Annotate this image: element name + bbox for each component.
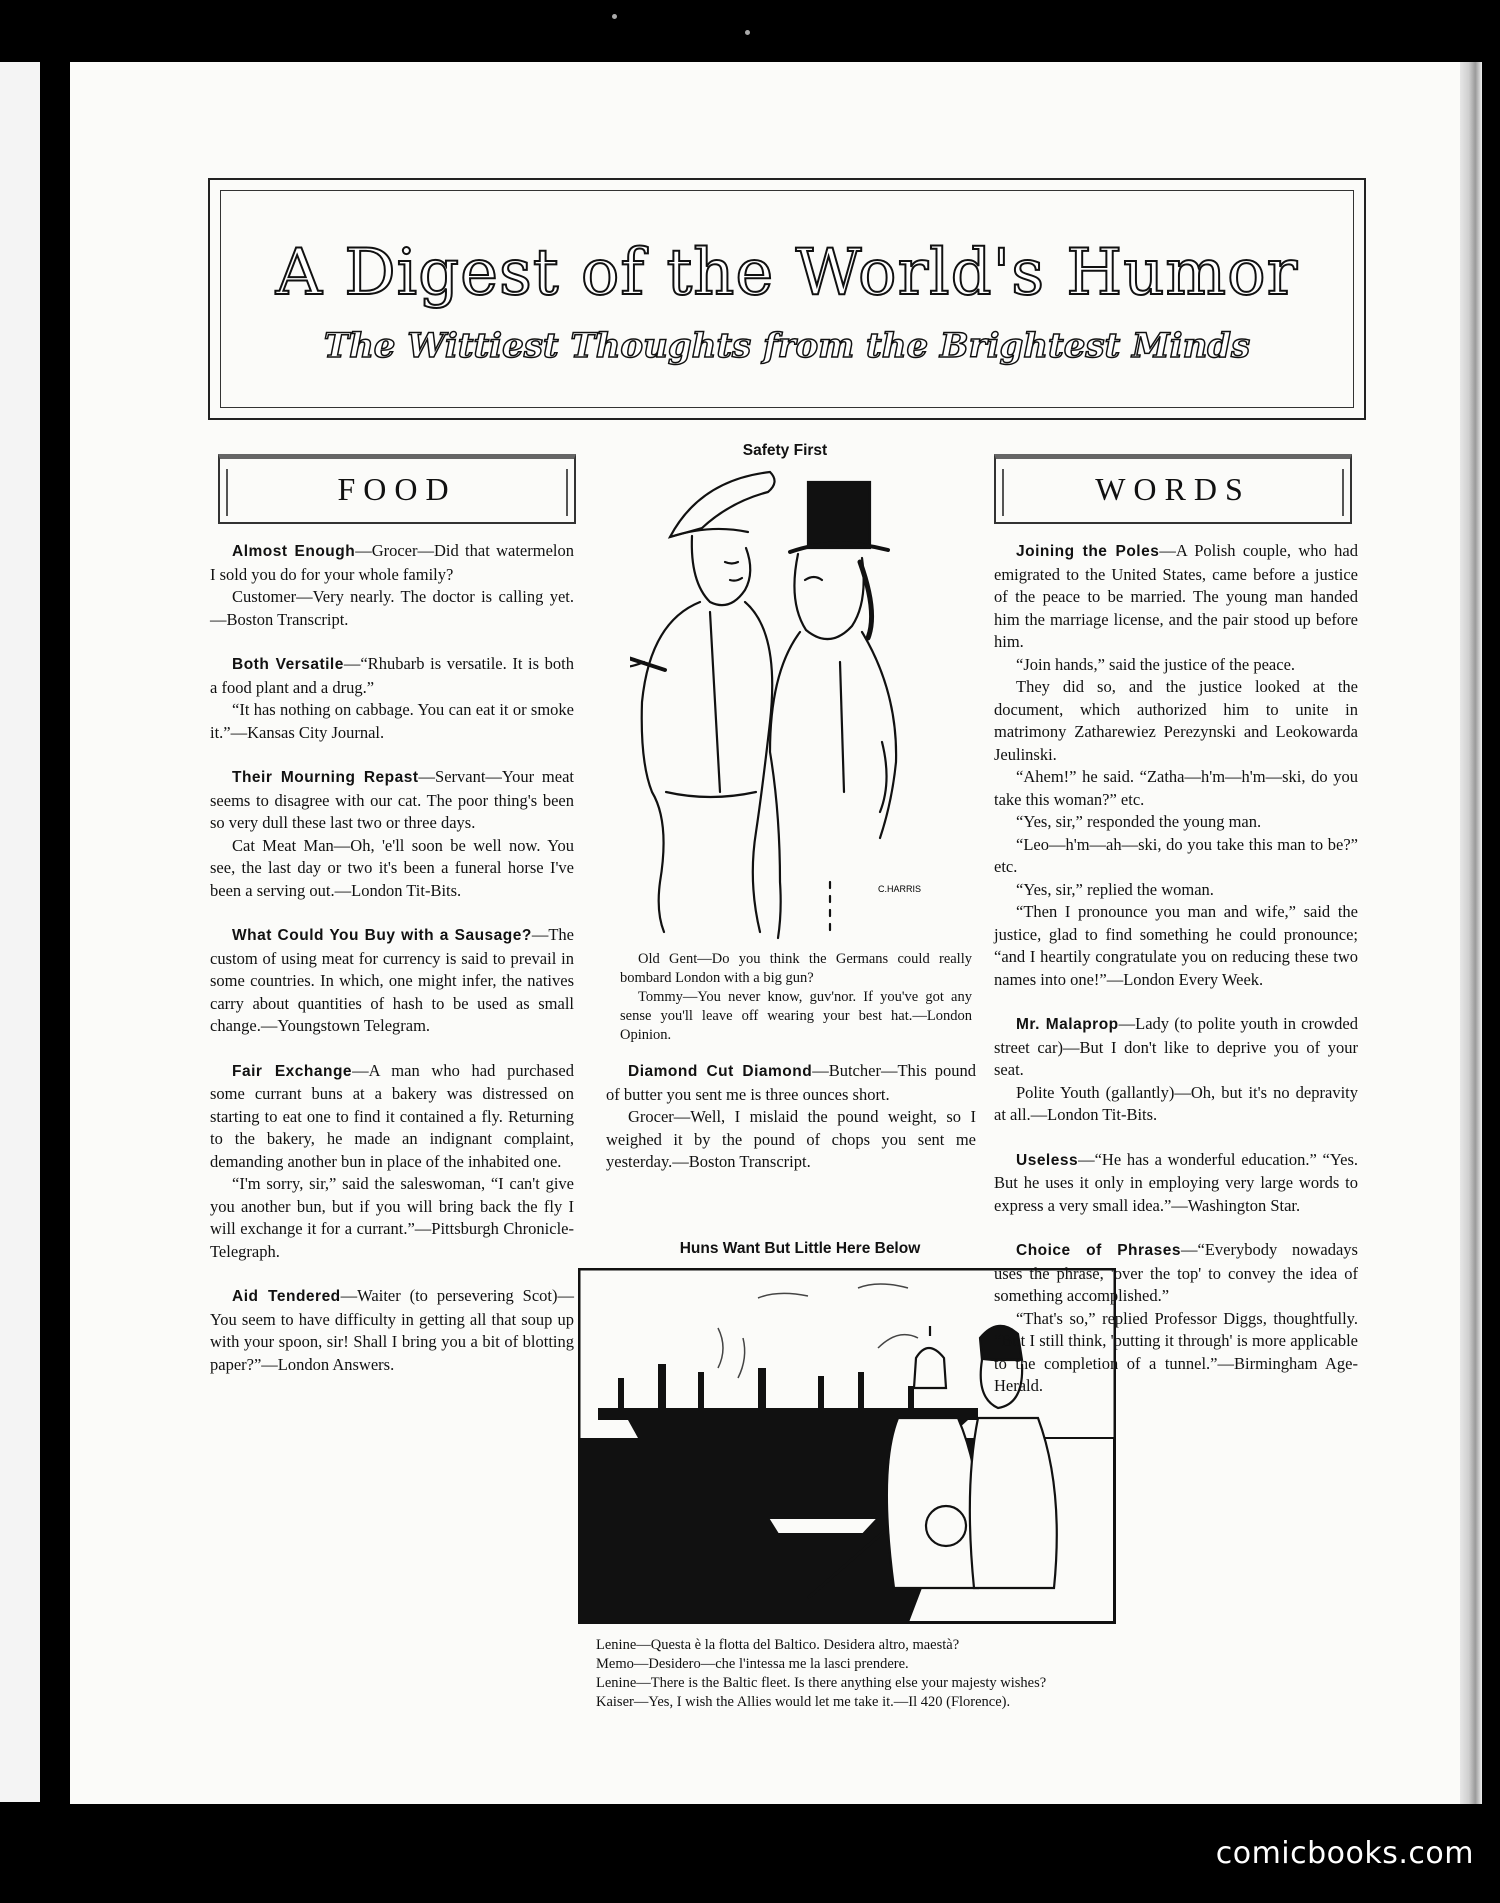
article-text: “Yes, sir,” responded the young man.: [1016, 812, 1262, 831]
civilian-face: [794, 554, 863, 639]
article-text: —Butcher—This pound of butter you sent me is three ounces short.: [606, 1061, 976, 1104]
article-paragraph: [210, 1173, 574, 1263]
page-subtitle: The Wittiest Thoughts from the Brightest Minds: [323, 326, 1251, 366]
article-item: [210, 1285, 574, 1376]
article-heading: Joining the Poles: [1016, 543, 1160, 560]
soldier-face: [692, 536, 750, 605]
middle-item: [606, 1060, 976, 1196]
article-item: [994, 1013, 1358, 1127]
article-paragraph: [994, 834, 1358, 879]
civilian-body: [770, 632, 800, 938]
page-title: A Digest of the World's Humor: [275, 236, 1299, 310]
article-paragraph: [994, 1239, 1358, 1308]
article-text: —Waiter (to persevering Scot)—You seem to have difficulty in getting all that soup up with your spoon, sir! Shall I bring you a bit of blotting paper?”—London Answers.: [210, 1286, 575, 1374]
article-paragraph: [210, 1060, 574, 1174]
section-header-words: [994, 454, 1352, 524]
article-item: [994, 1149, 1358, 1218]
article-item: [210, 540, 574, 631]
huns-caption: [578, 1636, 1118, 1712]
caption-line: Kaiser—Yes, I wish the Allies would let me take it.—Il 420 (Florence).: [596, 1694, 1011, 1710]
article-paragraph: [994, 676, 1358, 766]
caption-line: Lenine—Questa è la flotta del Baltico. Desidera altro, maestà?: [596, 1637, 960, 1653]
article-text: —“Rhubarb is versatile. It is both a food plant and a drug.”: [210, 654, 574, 697]
article-text: —The custom of using meat for currency is said to prevail in some countries. In which, one might infer, the natives carry about quantities of hash to be used as small change.—Youngstown Telegram.: [210, 925, 574, 1035]
soldier-body: [642, 602, 700, 932]
article-paragraph: [210, 653, 574, 699]
article-paragraph: [994, 1013, 1358, 1082]
article-paragraph: [994, 811, 1358, 834]
top-hat: [808, 482, 870, 548]
article-paragraph: [210, 699, 574, 744]
article-text: “I'm sorry, sir,” said the saleswoman, “I can't give you another bun, but if you will bring back the fly I will exchange it for a currant.”—Pittsburgh Chronicle-Telegraph.: [210, 1174, 574, 1261]
words-column: [994, 540, 1358, 1420]
article-item: [210, 924, 574, 1038]
watermark: comicbooks.com: [1215, 1836, 1474, 1871]
caption-line: Lenine—There is the Baltic fleet. Is there anything else your majesty wishes?: [596, 1675, 1047, 1691]
article-text: —Servant—Your meat seems to disagree with our cat. The poor thing's been so very dull these last two or three days.: [210, 767, 574, 832]
article-text: “Leo—h'm—ah—ski, do you take this man to be?” etc.: [994, 834, 1358, 876]
article-paragraph: [210, 766, 574, 835]
article-heading: Their Mourning Repast: [232, 769, 419, 786]
soldier-cap: [670, 472, 775, 537]
article-item: [606, 1060, 976, 1174]
article-text: —A man who had purchased some currant buns at a bakery was distressed on starting to eat one to find it contained a fly. Returning to the bakery, he made an indignant complaint, demanding another bun in place of the inhabited one.: [210, 1060, 574, 1171]
header-banner: [208, 178, 1366, 420]
article-text: “Ahem!” he said. “Zatha—h'm—h'm—ski, do you take this woman?” etc.: [994, 767, 1358, 809]
article-text: —“He has a wonderful education.” “Yes. But he uses it only in employing very large words to express a very small idea.”—Washington Star.: [994, 1149, 1358, 1215]
article-paragraph: [994, 654, 1358, 677]
article-text: “It has nothing on cabbage. You can eat it or smoke it.”—Kansas City Journal.: [210, 700, 574, 742]
section-label-words: WORDS: [1095, 471, 1251, 507]
article-text: —Lady (to polite youth in crowded street car)—But I don't like to deprive you of your seat.: [994, 1014, 1358, 1079]
article-paragraph: [994, 901, 1358, 991]
section-label-food: FOOD: [337, 471, 457, 507]
article-heading: Almost Enough: [232, 543, 356, 560]
magazine-page: [70, 62, 1482, 1804]
article-heading: What Could You Buy with a Sausage?: [232, 927, 532, 944]
article-heading: Fair Exchange: [232, 1062, 353, 1080]
article-text: They did so, and the justice looked at the document, which authorized him to unite in matrimony Zatharewiez Perezynski and Leokowarda Jeulinski.: [994, 677, 1358, 764]
safety-first-cartoon: [630, 462, 950, 942]
article-text: “Join hands,” said the justice of the peace.: [1016, 654, 1296, 674]
article-paragraph: [994, 766, 1358, 811]
food-column: [210, 540, 574, 1398]
article-text: Cat Meat Man—Oh, 'e'll soon be well now. You see, the last day or two it's been a funeral horse I've been a serving out.—London Tit-Bits.: [210, 835, 574, 900]
article-paragraph: [994, 1308, 1358, 1398]
scan-speck: [745, 30, 750, 35]
article-paragraph: [606, 1060, 976, 1106]
article-paragraph: [994, 540, 1358, 654]
article-heading: Diamond Cut Diamond: [628, 1063, 813, 1080]
article-item: [210, 653, 574, 744]
caption-line: Memo—Desidero—che l'intessa me la lasci prendere.: [596, 1656, 909, 1672]
article-item: [210, 766, 574, 902]
article-heading: Choice of Phrases: [1016, 1242, 1182, 1259]
article-heading: Useless: [1016, 1151, 1079, 1169]
article-text: “Yes, sir,” replied the woman.: [1016, 879, 1214, 899]
article-item: [994, 1239, 1358, 1398]
article-text: —A Polish couple, who had emigrated to the United States, came before a justice of the peace to be married. The young man handed him the marriage license, and the pair stood up before him.: [994, 541, 1358, 651]
article-text: —“Everybody nowadays uses the phrase, 'over the top' to convey the idea of something accomplished.”: [994, 1240, 1358, 1305]
section-header-food: [218, 454, 576, 524]
cartoonist-signature: C.HARRIS: [878, 884, 922, 894]
article-heading: Both Versatile: [232, 656, 344, 673]
safety-first-caption: [620, 950, 972, 1045]
caption-line: Old Gent—Do you think the Germans could really bombard London with a big gun?: [620, 951, 972, 986]
article-paragraph: [210, 835, 574, 903]
adjacent-page-edge: [0, 62, 40, 1802]
article-paragraph: [210, 1285, 574, 1376]
article-item: [994, 540, 1358, 991]
cartoon-title-safety-first: Safety First: [742, 442, 828, 459]
article-heading: Aid Tendered: [232, 1288, 341, 1305]
caption-line: Tommy—You never know, guv'nor. If you've got any sense you'll leave off wearing your best hat.—London Opinion.: [620, 989, 972, 1043]
article-paragraph: [210, 924, 574, 1038]
article-paragraph: [606, 1106, 976, 1174]
article-paragraph: [210, 540, 574, 586]
article-text: “Then I pronounce you man and wife,” said the justice, glad to find something he could pronounce; “and I heartily congratulate you on reducing these two names into one!”—London Every Week.: [994, 902, 1358, 989]
article-item: [210, 1060, 574, 1264]
article-text: “That's so,” replied Professor Diggs, thoughtfully. “But I still think, 'putting it through' is more applicable to the completion of a tunnel.”—Birmingham Age-Herald.: [994, 1308, 1358, 1395]
page-edge-shadow: [1460, 62, 1482, 1804]
article-text: —Grocer—Did that watermelon I sold you do for your whole family?: [210, 541, 574, 584]
article-paragraph: [994, 1149, 1358, 1218]
article-text: Customer—Very nearly. The doctor is calling yet.—Boston Transcript.: [210, 587, 574, 629]
article-heading: Mr. Malaprop: [1016, 1016, 1119, 1033]
article-text: Grocer—Well, I mislaid the pound weight, so I weighed it by the pound of chops you sent me yesterday.—Boston Transcript.: [606, 1107, 976, 1171]
scan-speck: [612, 14, 617, 19]
article-paragraph: [994, 1082, 1358, 1127]
article-paragraph: [210, 586, 574, 631]
article-paragraph: [994, 879, 1358, 902]
article-text: Polite Youth (gallantly)—Oh, but it's no depravity at all.—London Tit-Bits.: [994, 1082, 1358, 1124]
cartoon-title-huns: Huns Want But Little Here Below: [679, 1240, 921, 1257]
